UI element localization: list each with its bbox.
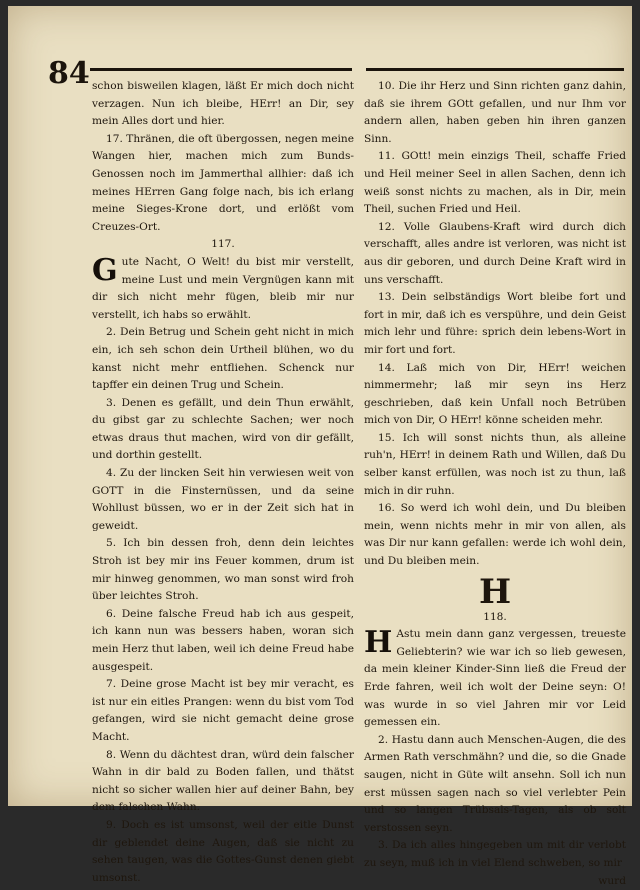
hymn-118-initial: H — [364, 625, 393, 661]
left-column — [92, 78, 354, 887]
verse-13: 13. Dein selbständigs Wort bleibe fort und fort in mir, daß ich es verspühre, und dein Geist mich lehr und führe: sprich dein lebens-Wort in mir fort und fort. — [364, 291, 626, 356]
verse-16: 16. So werd ich wohl dein, und Du bleiben mein, wenn nichts mehr in mir von allen, als was Dir nur kann gefallen: werde ich wohl dein, und Du bleiben mein. — [364, 502, 626, 568]
hymn-117-verse-1-text: ute Nacht, O Welt! du bist mir verstellt, meine Lust und mein Vergnügen kann mit dir sich nicht mehr fügen, bleib mir nur verstellt, ich habs so erwählt. — [92, 255, 354, 321]
verse-15: 15. Ich will sonst nichts thun, als alleine ruh'n, HErr! in deinem Rath und Willen, daß Du selber kanst erfüllen, was noch ist zu thun, laß mich in dir ruhn. — [364, 431, 626, 497]
right-column — [364, 78, 626, 890]
hymn-117-verse-9: 9. Doch es ist umsonst, weil der eitle Dunst dir geblendet deine Augen, daß sie nicht zu sehen taugen, was die Gottes-Gunst denen giebt umsonst. — [92, 818, 354, 884]
page-number: 84 — [48, 56, 90, 91]
hymn-117-initial: G — [92, 252, 118, 288]
verse-11: 11. GOtt! mein einzigs Theil, schaffe Fried und Heil meiner Seel in allen Sachen, denn ich weiß sonst nichts zu machen, als in Dir, mein Theil, suchen Fried und Heil. — [364, 150, 626, 216]
hymn-117-verse-1 — [92, 254, 354, 324]
verse-14: 14. Laß mich von Dir, HErr! weichen nimmermehr; laß mir seyn ins Herz geschrieben, daß kein Unfall noch Betrüben mich von Dir, O HErr! könne scheiden mehr. — [364, 361, 626, 427]
hymn-118-verse-1 — [364, 626, 626, 732]
hymn-117-verse-8: 8. Wenn du dächtest dran, würd dein falscher Wahn in dir bald zu Boden fallen, und thätst nicht so sicher wallen hier auf deiner Bahn, bey dem falschen Wahn. — [92, 748, 354, 814]
hymn-117-verse-5: 5. Ich bin dessen froh, denn dein leichtes Stroh ist bey mir ins Feuer kommen, drum ist mir hinweg genommen, wo man sonst wird froh über leichtes Stroh. — [92, 537, 354, 603]
header-rule-right — [366, 68, 624, 71]
hymn-117-number: 117. — [211, 238, 235, 251]
hymn-118-decorative-initial: H — [478, 571, 512, 612]
hymn-118-verse-3: 3. Da ich alles hingegeben um mit dir verlobt zu seyn, muß ich in viel Elend schweben, so mir — [364, 839, 626, 869]
hymn-117-verse-3: 3. Denen es gefällt, und dein Thun erwählt, du gibst gar zu schlechte Sachen; wer noch etwas draus thut machen, wird von dir gefällt, und dorthin gestellt. — [92, 396, 354, 462]
hymn-118-number: 118. — [483, 610, 507, 623]
hymn-117-verse-6: 6. Deine falsche Freud hab ich aus gespeit, ich kann nun was bessers haben, woran sich mein Herz thut laben, weil ich deine Freud habe ausgespeit. — [92, 607, 354, 673]
header-rule-left — [90, 68, 352, 71]
catchword: wurd — [598, 874, 626, 887]
hymn-117-verse-2: 2. Dein Betrug und Schein geht nicht in mich ein, ich seh schon dein Urtheil blühen, wo du kanst nicht mehr entfliehen. Schenck nur tapffer ein deinen Trug und Schein. — [92, 326, 354, 392]
hymn-118-verse-1-text: Astu mein dann ganz vergessen, treueste Geliebterin? wie war ich so lieb gewesen, da mein kleiner Kinder-Sinn ließ die Freud der Erde fahren, weil ich wolt der Deine seyn: O! was wurde in so viel Jahren mir vor Leid gemessen ein. — [364, 628, 626, 729]
hymn-118-verse-2: 2. Hastu dann auch Menschen-Augen, die des Armen Rath verschmähn? und die, so die Gnade saugen, nicht in Güte wilt ansehn. Soll ich nun erst müssen sagen nach so viel verlebter Pein und so langen Trübsals-Tagen, als ob solt verstossen seyn. — [364, 733, 626, 834]
verse-17: 17. Thränen, die oft übergossen, negen meine Wangen hier, machen mich zum Bunds-Genossen noch im Jammerthal allhier: daß ich meines HErren Gang folge nach, bis ich erlang meine Sieges-Krone dort, und erlößt vom Creuzes-Ort. — [92, 132, 354, 233]
continuation-text: schon bisweilen klagen, läßt Er mich doch nicht verzagen. Nun ich bleibe, HErr! an Dir, sey mein Alles dort und hier. — [92, 80, 354, 128]
hymn-117-verse-4: 4. Zu der lincken Seit hin verwiesen weit von GOTT in die Finsternüssen, und da seine Wohllust büssen, wo er in der Zeit sich hat in geweidt. — [92, 467, 354, 532]
hymn-117-verse-7: 7. Deine grose Macht ist bey mir veracht, es ist nur ein eitles Prangen: wenn du bist vom Tod gefangen, wird sie nicht gemacht deine grose Macht. — [92, 678, 354, 743]
verse-12: 12. Volle Glaubens-Kraft wird durch dich verschafft, alles andre ist verloren, was nicht ist aus dir geboren, und durch Deine Kraft wird in uns verschafft. — [364, 220, 626, 286]
verse-10: 10. Die ihr Herz und Sinn richten ganz dahin, daß sie ihrem GOtt gefallen, und nur Ihm vor andern allen, haben geben hin ihren ganzen Sinn. — [364, 80, 626, 145]
book-page — [8, 6, 632, 887]
